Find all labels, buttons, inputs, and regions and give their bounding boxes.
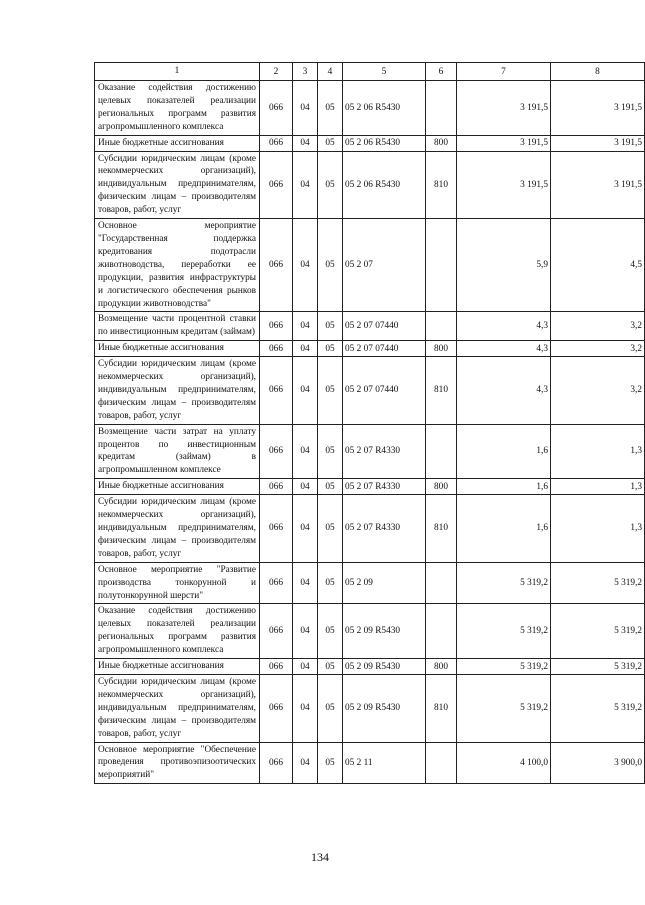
table-row [95, 81, 645, 136]
row-amount-col8: 4,5 [551, 219, 645, 312]
row-ministry-code: 066 [260, 151, 293, 219]
row-section-code: 04 [293, 659, 318, 675]
row-ministry-code: 066 [260, 479, 293, 495]
row-ministry-code: 066 [260, 674, 293, 742]
row-ministry-code: 066 [260, 81, 293, 136]
row-expense-type: 810 [426, 495, 457, 563]
row-subsection-code: 05 [318, 135, 343, 151]
row-description: Субсидии юридическим лицам (кроме некоммерческих организаций), индивидуальным предпринимателям, физическим лицам – производителям товаров, работ, услуг [95, 357, 260, 425]
table-row [95, 562, 645, 604]
row-section-code: 04 [293, 479, 318, 495]
row-subsection-code: 05 [318, 479, 343, 495]
row-expense-type: 800 [426, 135, 457, 151]
table-row [95, 479, 645, 495]
row-amount-col8: 1,3 [551, 479, 645, 495]
row-description: Основное мероприятие "Развитие производства тонкорунной и полутонкорунной шерсти" [95, 562, 260, 604]
row-amount-col7: 1,6 [457, 424, 551, 479]
table-row [95, 424, 645, 479]
row-ministry-code: 066 [260, 424, 293, 479]
row-section-code: 04 [293, 674, 318, 742]
row-subsection-code: 05 [318, 659, 343, 675]
table-row [95, 151, 645, 219]
row-target-article: 05 2 07 [343, 219, 426, 312]
row-section-code: 04 [293, 151, 318, 219]
row-amount-col7: 4,3 [457, 357, 551, 425]
row-amount-col8: 5 319,2 [551, 659, 645, 675]
row-subsection-code: 05 [318, 357, 343, 425]
row-subsection-code: 05 [318, 151, 343, 219]
row-description: Возмещение части процентной ставки по инвестиционным кредитам (займам) [95, 312, 260, 341]
row-subsection-code: 05 [318, 219, 343, 312]
row-amount-col7: 4,3 [457, 312, 551, 341]
row-ministry-code: 066 [260, 604, 293, 659]
row-description: Субсидии юридическим лицам (кроме некоммерческих организаций), индивидуальным предпринимателям, физическим лицам – производителям товаров, работ, услуг [95, 674, 260, 742]
table-row [95, 219, 645, 312]
row-target-article: 05 2 07 R4330 [343, 479, 426, 495]
row-description: Основное мероприятие "Обеспечение проведения противоэпизоотических мероприятий" [95, 742, 260, 784]
row-subsection-code: 05 [318, 424, 343, 479]
row-target-article: 05 2 09 R5430 [343, 604, 426, 659]
row-ministry-code: 066 [260, 562, 293, 604]
table-row [95, 674, 645, 742]
row-section-code: 04 [293, 357, 318, 425]
row-section-code: 04 [293, 135, 318, 151]
row-expense-type: 810 [426, 357, 457, 425]
row-section-code: 04 [293, 604, 318, 659]
table-row [95, 495, 645, 563]
row-section-code: 04 [293, 495, 318, 563]
row-description: Иные бюджетные ассигнования [95, 135, 260, 151]
row-description: Оказание содействия достижению целевых показателей реализации региональных программ развития агропромышленного комплекса [95, 604, 260, 659]
column-header: 8 [551, 63, 645, 81]
budget-table [94, 62, 645, 784]
column-header: 1 [95, 63, 260, 81]
row-amount-col8: 1,3 [551, 495, 645, 563]
row-amount-col8: 3 191,5 [551, 135, 645, 151]
table-row [95, 604, 645, 659]
row-expense-type: 800 [426, 659, 457, 675]
row-subsection-code: 05 [318, 495, 343, 563]
row-amount-col7: 4,3 [457, 341, 551, 357]
row-section-code: 04 [293, 424, 318, 479]
row-description: Иные бюджетные ассигнования [95, 341, 260, 357]
row-description: Субсидии юридическим лицам (кроме некоммерческих организаций), индивидуальным предпринимателям, физическим лицам – производителям товаров, работ, услуг [95, 495, 260, 563]
row-amount-col8: 3,2 [551, 341, 645, 357]
column-header: 5 [343, 63, 426, 81]
row-section-code: 04 [293, 219, 318, 312]
row-subsection-code: 05 [318, 742, 343, 784]
row-amount-col8: 3,2 [551, 357, 645, 425]
row-target-article: 05 2 09 [343, 562, 426, 604]
row-subsection-code: 05 [318, 604, 343, 659]
row-subsection-code: 05 [318, 674, 343, 742]
row-expense-type [426, 742, 457, 784]
row-description: Возмещение части затрат на уплату процентов по инвестиционным кредитам (займам) в агропромышленном комплексе [95, 424, 260, 479]
table-row [95, 312, 645, 341]
row-description: Иные бюджетные ассигнования [95, 479, 260, 495]
row-amount-col8: 5 319,2 [551, 674, 645, 742]
row-target-article: 05 2 09 R5430 [343, 674, 426, 742]
row-amount-col8: 1,3 [551, 424, 645, 479]
row-section-code: 04 [293, 742, 318, 784]
row-description: Иные бюджетные ассигнования [95, 659, 260, 675]
row-ministry-code: 066 [260, 135, 293, 151]
row-amount-col8: 3,2 [551, 312, 645, 341]
row-target-article: 05 2 07 07440 [343, 357, 426, 425]
row-amount-col7: 5 319,2 [457, 562, 551, 604]
row-amount-col7: 3 191,5 [457, 135, 551, 151]
row-amount-col7: 5 319,2 [457, 674, 551, 742]
row-ministry-code: 066 [260, 742, 293, 784]
row-amount-col8: 3 191,5 [551, 81, 645, 136]
budget-table-body [95, 63, 645, 784]
row-ministry-code: 066 [260, 312, 293, 341]
table-row [95, 357, 645, 425]
row-amount-col8: 3 900,0 [551, 742, 645, 784]
page-number: 134 [311, 850, 329, 864]
row-amount-col7: 1,6 [457, 495, 551, 563]
row-amount-col7: 4 100,0 [457, 742, 551, 784]
row-ministry-code: 066 [260, 495, 293, 563]
row-expense-type [426, 562, 457, 604]
row-subsection-code: 05 [318, 562, 343, 604]
row-target-article: 05 2 09 R5430 [343, 659, 426, 675]
row-target-article: 05 2 07 R4330 [343, 495, 426, 563]
row-expense-type: 810 [426, 674, 457, 742]
row-amount-col7: 5 319,2 [457, 604, 551, 659]
table-row [95, 659, 645, 675]
row-amount-col7: 5,9 [457, 219, 551, 312]
row-target-article: 05 2 07 R4330 [343, 424, 426, 479]
row-expense-type [426, 81, 457, 136]
table-row [95, 341, 645, 357]
row-expense-type: 800 [426, 479, 457, 495]
row-section-code: 04 [293, 312, 318, 341]
row-ministry-code: 066 [260, 659, 293, 675]
row-expense-type: 800 [426, 341, 457, 357]
row-amount-col7: 5 319,2 [457, 659, 551, 675]
row-ministry-code: 066 [260, 341, 293, 357]
row-target-article: 05 2 07 07440 [343, 341, 426, 357]
table-row [95, 135, 645, 151]
row-amount-col8: 5 319,2 [551, 562, 645, 604]
row-target-article: 05 2 06 R5430 [343, 135, 426, 151]
row-section-code: 04 [293, 341, 318, 357]
row-amount-col7: 3 191,5 [457, 81, 551, 136]
row-target-article: 05 2 07 07440 [343, 312, 426, 341]
row-description: Оказание содействия достижению целевых показателей реализации региональных программ развития агропромышленного комплекса [95, 81, 260, 136]
row-amount-col7: 3 191,5 [457, 151, 551, 219]
row-ministry-code: 066 [260, 219, 293, 312]
row-description: Субсидии юридическим лицам (кроме некоммерческих организаций), индивидуальным предпринимателям, физическим лицам – производителям товаров, работ, услуг [95, 151, 260, 219]
row-expense-type [426, 604, 457, 659]
row-subsection-code: 05 [318, 341, 343, 357]
column-header: 2 [260, 63, 293, 81]
row-section-code: 04 [293, 562, 318, 604]
row-expense-type [426, 219, 457, 312]
row-target-article: 05 2 06 R5430 [343, 151, 426, 219]
row-target-article: 05 2 11 [343, 742, 426, 784]
row-target-article: 05 2 06 R5430 [343, 81, 426, 136]
row-subsection-code: 05 [318, 81, 343, 136]
table-header-row [95, 63, 645, 81]
column-header: 7 [457, 63, 551, 81]
column-header: 4 [318, 63, 343, 81]
row-description: Основное мероприятие "Государственная поддержка кредитования подотрасли животноводства, переработки ее продукции, развития инфраструктуры и логистического обеспечения рынков продукции животноводства" [95, 219, 260, 312]
row-expense-type: 810 [426, 151, 457, 219]
row-expense-type [426, 312, 457, 341]
row-amount-col8: 3 191,5 [551, 151, 645, 219]
row-amount-col8: 5 319,2 [551, 604, 645, 659]
row-amount-col7: 1,6 [457, 479, 551, 495]
row-subsection-code: 05 [318, 312, 343, 341]
column-header: 3 [293, 63, 318, 81]
row-ministry-code: 066 [260, 357, 293, 425]
row-section-code: 04 [293, 81, 318, 136]
column-header: 6 [426, 63, 457, 81]
table-row [95, 742, 645, 784]
row-expense-type [426, 424, 457, 479]
